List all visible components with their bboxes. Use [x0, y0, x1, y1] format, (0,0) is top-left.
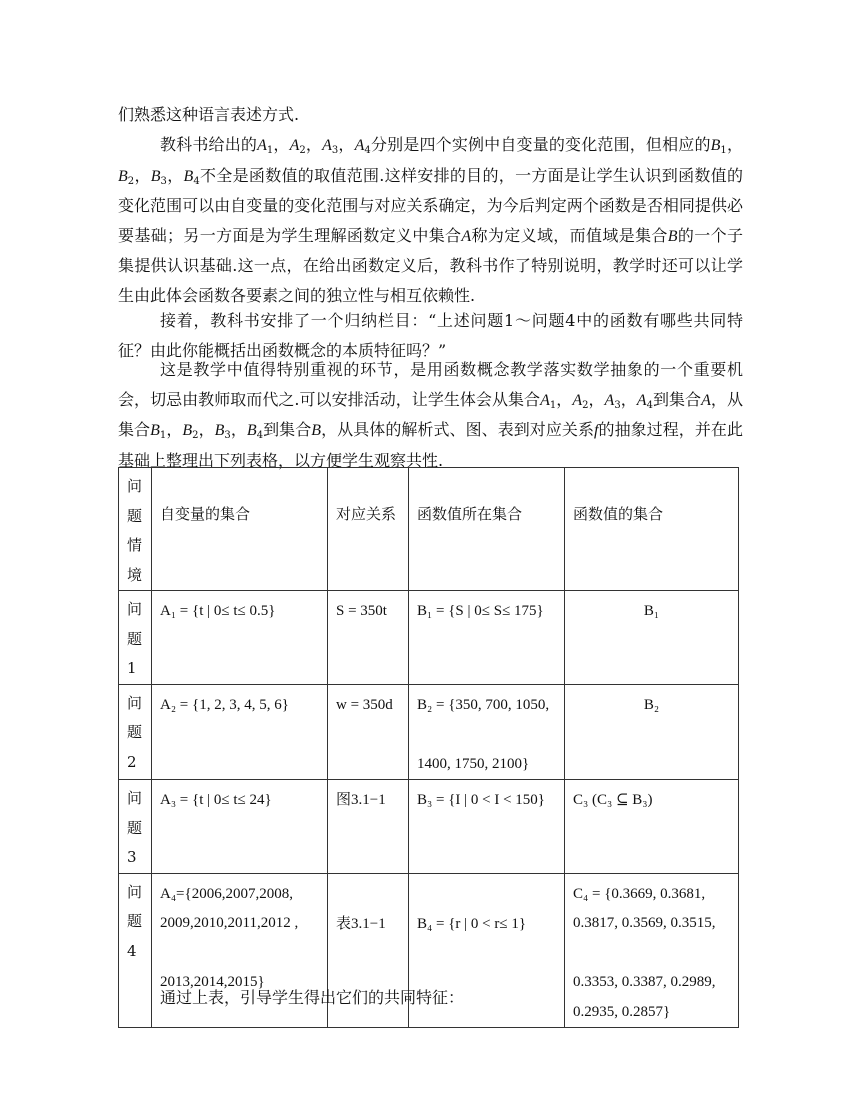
table-header-row [119, 468, 739, 591]
row-label: 问题4 [119, 873, 152, 1028]
row-range: C₃ (C₃ ⊆ B₃) [565, 780, 739, 874]
row-label: 问题3 [119, 780, 152, 874]
row-codomain: B₁ = {S | 0≤ S≤ 175} [409, 591, 565, 685]
header-range: 函数值的集合 [565, 468, 739, 591]
row-codomain: B₃ = {I | 0 < I < 150} [409, 780, 565, 874]
paragraph-ranges: 教科书给出的$A_1$，$A_2$，$A_3$，$A_4$分别是四个实例中自变量的变化范围，但相应的$B_1$，$B_2$，$B_3$，$B_4$不全是函数值的取值范围.这样安排的目的，一方面是让学生认识到函数值的变化范围可以由自变量的变化范围与对应关系确定，为今后判定两个函数是否相同提供必要基础；另一方面是为学生理解函数定义中集合A称为定义域，而值域是集合B的一个子集提供认识基础.这一点，在给出函数定义后，教科书作了特别说明，教学时还可以让学生由此体会函数各要素之间的独立性与相互依赖性. [118, 135, 743, 305]
row-range: B₁ [565, 591, 739, 685]
table-row [119, 780, 739, 874]
row-rule: 图3.1−1 [328, 780, 409, 874]
row-codomain: B₄ = {r | 0 < r≤ 1} [409, 873, 565, 1028]
row-domain: A₃ = {t | 0≤ t≤ 24} [152, 780, 328, 874]
table-row [119, 591, 739, 685]
paragraph-abstraction: 这是教学中值得特别重视的环节，是用函数概念教学落实数学抽象的一个重要机会，切忌由教师取而代之.可以安排活动，让学生体会从集合$A_1$，$A_2$，$A_3$，$A_4$到集合A，从集合$B_1$，$B_2$，$B_3$，$B_4$到集合B，从具体的解析式、图、表到对应关系f的抽象过程，并在此基础上整理出下列表格，以方便学生观察共性. [118, 360, 743, 470]
row-label: 问题2 [119, 684, 152, 780]
row-rule: 表3.1−1 [328, 873, 409, 1028]
row-domain: A₂ = {1, 2, 3, 4, 5, 6} [152, 684, 328, 780]
header-situation: 问题情境 [119, 468, 152, 591]
header-codomain: 函数值所在集合 [409, 468, 565, 591]
paragraph-summary-column: 接着，教科书安排了一个归纳栏目：“上述问题1～问题4中的函数有哪些共同特征？由此你能概括出函数概念的本质特征吗？” [118, 311, 743, 360]
row-label: 问题1 [119, 591, 152, 685]
table-row [119, 684, 739, 780]
function-features-table [118, 467, 739, 1028]
row-domain: A₄={2006,2007,2008, 2009,2010,2011,2012 , 2013,2014,2015} [152, 873, 328, 1028]
row-range: C₄ = {0.3669, 0.3681, 0.3817, 0.3569, 0.3515, 0.3353, 0.3387, 0.2989, 0.2935, 0.2857} [565, 873, 739, 1028]
row-rule: S = 350t [328, 591, 409, 685]
paragraph-conclusion: 通过上表，引导学生得出它们的共同特征： [160, 988, 465, 1007]
paragraph-intro-end: 们熟悉这种语言表述方式. [118, 105, 300, 124]
header-domain: 自变量的集合 [152, 468, 328, 591]
header-rule: 对应关系 [328, 468, 409, 591]
row-range: B₂ [565, 684, 739, 780]
row-rule: w = 350d [328, 684, 409, 780]
row-domain: A₁ = {t | 0≤ t≤ 0.5} [152, 591, 328, 685]
row-codomain: B₂ = {350, 700, 1050, 1400, 1750, 2100} [409, 684, 565, 780]
